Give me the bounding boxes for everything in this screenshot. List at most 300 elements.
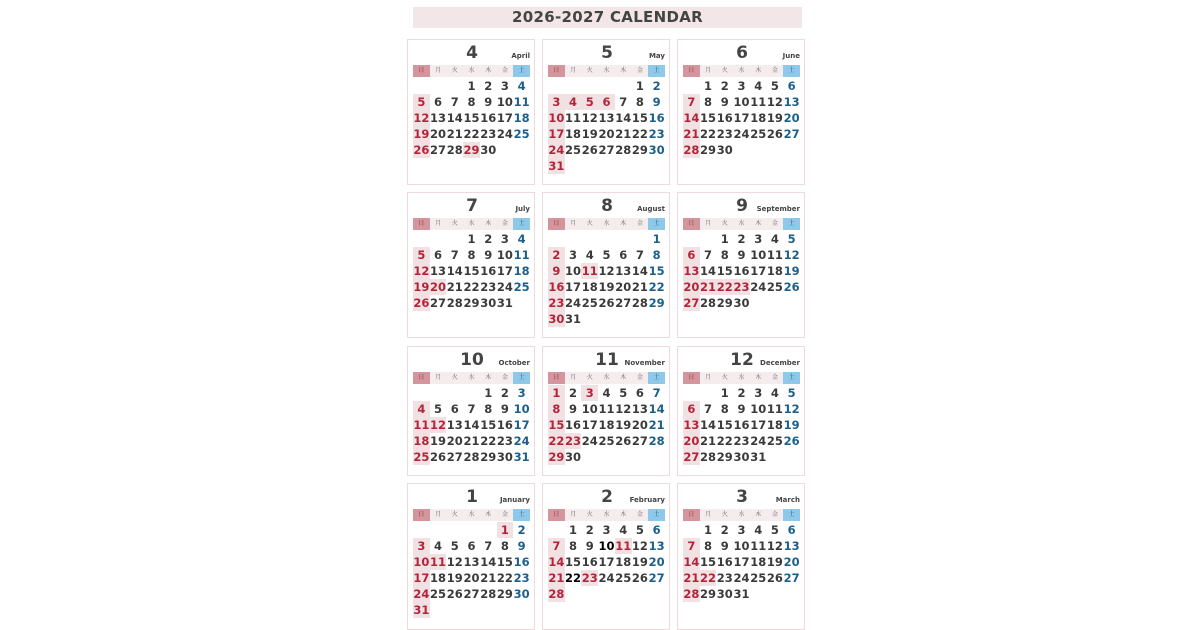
day-cell: 31 <box>750 450 767 464</box>
weekday-label: 水 <box>603 511 610 518</box>
month-name: July <box>515 205 530 213</box>
day-cell: 19 <box>413 280 430 294</box>
day-cell: 5 <box>787 232 796 246</box>
weekday-label: 木 <box>485 374 492 381</box>
month-name: April <box>511 52 530 60</box>
day-cell: 8 <box>635 95 644 109</box>
day-cell: 1 <box>720 232 729 246</box>
weekday-label: 木 <box>485 67 492 74</box>
day-cell: 5 <box>413 247 430 263</box>
weekday-label: 金 <box>636 374 643 381</box>
day-cell: 23 <box>716 127 733 141</box>
weekday-label: 火 <box>586 511 593 518</box>
weekday-label: 日 <box>683 218 700 230</box>
day-cell: 21 <box>631 280 648 294</box>
day-cell: 1 <box>704 523 713 537</box>
day-cell: 5 <box>770 523 779 537</box>
days-grid <box>548 522 665 602</box>
weekday-label: 木 <box>755 374 762 381</box>
day-cell: 17 <box>496 264 513 278</box>
day-cell: 24 <box>565 296 582 310</box>
day-cell: 10 <box>565 264 582 278</box>
day-cell: 7 <box>635 248 644 262</box>
day-cell: 26 <box>581 143 598 157</box>
empty-cell <box>683 385 700 401</box>
weekday-header <box>548 218 665 230</box>
day-cell: 10 <box>581 402 598 416</box>
day-cell: 10 <box>496 248 513 262</box>
days-grid <box>413 78 530 158</box>
day-cell: 6 <box>683 401 700 417</box>
weekday-label: 火 <box>451 220 458 227</box>
day-cell: 25 <box>413 450 430 464</box>
day-cell: 13 <box>430 111 447 125</box>
weekday-label: 水 <box>468 67 475 74</box>
day-cell: 20 <box>446 434 463 448</box>
weekday-header <box>683 218 800 230</box>
day-cell: 21 <box>463 434 480 448</box>
day-cell: 14 <box>463 418 480 432</box>
weekday-label: 日 <box>683 65 700 77</box>
day-cell: 14 <box>446 264 463 278</box>
day-cell: 11 <box>565 111 582 125</box>
empty-cell <box>683 78 700 94</box>
day-cell: 20 <box>430 280 447 294</box>
weekday-label: 土 <box>783 218 800 230</box>
month-march <box>677 483 805 630</box>
empty-cell <box>430 385 447 401</box>
day-cell: 24 <box>733 571 750 585</box>
day-cell: 25 <box>565 143 582 157</box>
day-cell: 24 <box>413 587 430 601</box>
days-grid <box>548 78 665 174</box>
day-cell: 16 <box>496 418 513 432</box>
day-cell: 15 <box>463 264 480 278</box>
day-cell: 8 <box>467 95 476 109</box>
day-cell: 30 <box>733 450 750 464</box>
weekday-label: 月 <box>705 67 712 74</box>
day-cell: 6 <box>683 247 700 263</box>
weekday-label: 日 <box>683 509 700 521</box>
day-cell: 7 <box>450 248 459 262</box>
day-cell: 16 <box>733 264 750 278</box>
weekday-label: 月 <box>705 511 712 518</box>
day-cell: 18 <box>615 555 632 569</box>
day-cell: 4 <box>517 232 526 246</box>
weekday-label: 月 <box>705 374 712 381</box>
day-cell: 5 <box>450 539 459 553</box>
day-cell: 9 <box>652 95 661 109</box>
month-name: June <box>782 52 800 60</box>
day-cell: 22 <box>480 434 497 448</box>
day-cell: 7 <box>704 402 713 416</box>
day-cell: 8 <box>704 95 713 109</box>
day-cell: 12 <box>631 539 648 553</box>
day-cell: 2 <box>720 523 729 537</box>
empty-cell <box>430 231 447 247</box>
day-cell: 22 <box>463 127 480 141</box>
day-cell: 5 <box>413 94 430 110</box>
day-cell: 19 <box>430 434 447 448</box>
day-cell: 11 <box>766 248 783 262</box>
month-number: 8 <box>601 196 613 216</box>
day-cell: 28 <box>700 296 717 310</box>
day-cell: 13 <box>463 555 480 569</box>
empty-cell <box>430 78 447 94</box>
weekday-label: 水 <box>468 511 475 518</box>
weekday-label: 金 <box>501 220 508 227</box>
day-cell: 22 <box>716 280 733 294</box>
day-cell: 13 <box>430 264 447 278</box>
day-cell: 8 <box>467 248 476 262</box>
weekday-label: 水 <box>738 511 745 518</box>
month-name: March <box>775 496 800 504</box>
day-cell: 11 <box>598 402 615 416</box>
day-cell: 11 <box>413 418 430 432</box>
day-cell: 12 <box>783 402 800 416</box>
day-cell: 12 <box>598 264 615 278</box>
day-cell: 27 <box>683 450 700 464</box>
day-cell: 21 <box>615 127 632 141</box>
day-cell: 1 <box>467 232 476 246</box>
weekday-label: 火 <box>586 220 593 227</box>
day-cell: 1 <box>548 385 565 401</box>
day-cell: 2 <box>500 386 509 400</box>
day-cell: 28 <box>683 143 700 157</box>
day-cell: 26 <box>766 571 783 585</box>
day-cell: 13 <box>446 418 463 432</box>
day-cell: 21 <box>683 127 700 141</box>
day-cell: 28 <box>548 587 565 601</box>
day-cell: 6 <box>787 79 796 93</box>
month-name: December <box>760 359 800 367</box>
day-cell: 12 <box>413 111 430 125</box>
day-cell: 15 <box>496 555 513 569</box>
day-cell: 10 <box>750 402 767 416</box>
month-name: September <box>756 205 800 213</box>
day-cell: 21 <box>648 418 665 432</box>
day-cell: 10 <box>750 248 767 262</box>
day-cell: 6 <box>787 523 796 537</box>
day-cell: 19 <box>598 280 615 294</box>
month-number: 9 <box>736 196 748 216</box>
days-grid <box>548 231 665 327</box>
day-cell: 29 <box>548 450 565 464</box>
day-cell: 8 <box>720 402 729 416</box>
weekday-header <box>683 372 800 384</box>
day-cell: 28 <box>683 587 700 601</box>
day-cell: 23 <box>480 280 497 294</box>
day-cell: 3 <box>737 79 746 93</box>
empty-cell <box>446 385 463 401</box>
day-cell: 6 <box>619 248 628 262</box>
weekday-label: 日 <box>548 509 565 521</box>
day-cell: 27 <box>783 571 800 585</box>
day-cell: 31 <box>513 450 530 464</box>
day-cell: 7 <box>548 538 565 554</box>
day-cell: 12 <box>430 418 447 432</box>
weekday-label: 水 <box>603 67 610 74</box>
day-cell: 28 <box>700 450 717 464</box>
weekday-label: 土 <box>513 372 530 384</box>
month-may <box>542 39 670 185</box>
day-cell: 12 <box>581 111 598 125</box>
month-january <box>407 483 535 630</box>
day-cell: 14 <box>631 264 648 278</box>
day-cell: 26 <box>413 296 430 310</box>
weekday-header <box>413 218 530 230</box>
weekday-label: 日 <box>548 218 565 230</box>
day-cell: 25 <box>766 280 783 294</box>
day-cell: 2 <box>737 232 746 246</box>
day-cell: 21 <box>446 280 463 294</box>
day-cell: 8 <box>500 539 509 553</box>
day-cell: 22 <box>496 571 513 585</box>
month-july <box>407 192 535 338</box>
weekday-label: 木 <box>620 374 627 381</box>
day-cell: 23 <box>733 434 750 448</box>
weekday-label: 火 <box>721 374 728 381</box>
day-cell: 11 <box>750 539 767 553</box>
day-cell: 13 <box>683 264 700 278</box>
day-cell: 9 <box>737 402 746 416</box>
weekday-label: 月 <box>570 511 577 518</box>
day-cell: 14 <box>700 418 717 432</box>
weekday-header <box>413 372 530 384</box>
day-cell: 8 <box>484 402 493 416</box>
day-cell: 29 <box>480 450 497 464</box>
empty-cell <box>700 385 717 401</box>
day-cell: 2 <box>484 79 493 93</box>
day-cell: 17 <box>733 111 750 125</box>
day-cell: 29 <box>463 143 480 157</box>
day-cell: 16 <box>480 264 497 278</box>
day-cell: 29 <box>716 450 733 464</box>
day-cell: 15 <box>463 111 480 125</box>
day-cell: 9 <box>720 539 729 553</box>
day-cell: 6 <box>434 95 443 109</box>
day-cell: 20 <box>463 571 480 585</box>
day-cell: 11 <box>615 539 632 553</box>
empty-cell <box>413 78 430 94</box>
day-cell: 25 <box>513 280 530 294</box>
day-cell: 1 <box>497 522 514 538</box>
day-cell: 6 <box>652 523 661 537</box>
day-cell: 24 <box>581 434 598 448</box>
month-february <box>542 483 670 630</box>
weekday-label: 木 <box>485 220 492 227</box>
days-grid <box>683 522 800 602</box>
day-cell: 2 <box>585 523 594 537</box>
day-cell: 10 <box>513 402 530 416</box>
weekday-label: 金 <box>636 511 643 518</box>
day-cell: 26 <box>446 587 463 601</box>
day-cell: 31 <box>565 312 582 326</box>
day-cell: 3 <box>754 386 763 400</box>
day-cell: 2 <box>720 79 729 93</box>
days-grid <box>683 231 800 311</box>
day-cell: 24 <box>750 434 767 448</box>
weekday-label: 金 <box>501 374 508 381</box>
empty-cell <box>413 231 430 247</box>
empty-cell <box>480 522 497 538</box>
day-cell: 20 <box>648 555 665 569</box>
day-cell: 3 <box>500 232 509 246</box>
day-cell: 1 <box>635 79 644 93</box>
days-grid <box>413 522 530 618</box>
day-cell: 19 <box>581 127 598 141</box>
weekday-label: 木 <box>620 511 627 518</box>
weekday-label: 日 <box>683 372 700 384</box>
day-cell: 17 <box>581 418 598 432</box>
weekday-label: 木 <box>620 67 627 74</box>
day-cell: 9 <box>737 248 746 262</box>
empty-cell <box>598 78 615 94</box>
day-cell: 11 <box>513 248 530 262</box>
day-cell: 29 <box>648 296 665 310</box>
day-cell: 4 <box>585 248 594 262</box>
day-cell: 26 <box>766 127 783 141</box>
day-cell: 11 <box>513 95 530 109</box>
day-cell: 17 <box>750 264 767 278</box>
day-cell: 28 <box>446 296 463 310</box>
day-cell: 25 <box>598 434 615 448</box>
day-cell: 4 <box>565 94 582 110</box>
day-cell: 5 <box>619 386 628 400</box>
weekday-header <box>413 65 530 77</box>
day-cell: 23 <box>716 571 733 585</box>
day-cell: 30 <box>716 143 733 157</box>
day-cell: 17 <box>413 571 430 585</box>
day-cell: 29 <box>496 587 513 601</box>
weekday-header <box>548 509 665 521</box>
weekday-label: 土 <box>648 372 665 384</box>
day-cell: 28 <box>615 143 632 157</box>
day-cell: 10 <box>733 95 750 109</box>
day-cell: 26 <box>615 434 632 448</box>
weekday-label: 木 <box>620 220 627 227</box>
month-september <box>677 192 805 338</box>
calendar-title: 2026-2027 CALENDAR <box>413 7 802 28</box>
day-cell: 2 <box>484 232 493 246</box>
day-cell: 6 <box>598 94 615 110</box>
empty-cell <box>581 78 598 94</box>
day-cell: 4 <box>602 386 611 400</box>
weekday-label: 月 <box>570 374 577 381</box>
day-cell: 15 <box>548 418 565 432</box>
weekday-label: 月 <box>570 220 577 227</box>
day-cell: 25 <box>766 434 783 448</box>
day-cell: 24 <box>496 127 513 141</box>
day-cell: 6 <box>434 248 443 262</box>
empty-cell <box>683 231 700 247</box>
day-cell: 25 <box>750 571 767 585</box>
month-number: 6 <box>736 43 748 63</box>
day-cell: 19 <box>446 571 463 585</box>
day-cell: 1 <box>652 232 661 246</box>
day-cell: 2 <box>517 523 526 537</box>
day-cell: 15 <box>716 264 733 278</box>
day-cell: 3 <box>517 386 526 400</box>
weekday-label: 土 <box>513 65 530 77</box>
weekday-label: 火 <box>451 511 458 518</box>
day-cell: 30 <box>496 450 513 464</box>
weekday-label: 金 <box>501 67 508 74</box>
weekday-label: 土 <box>648 65 665 77</box>
day-cell: 4 <box>770 232 779 246</box>
day-cell: 22 <box>463 280 480 294</box>
day-cell: 23 <box>548 296 565 310</box>
day-cell: 17 <box>548 127 565 141</box>
day-cell: 17 <box>733 555 750 569</box>
day-cell: 12 <box>766 95 783 109</box>
day-cell: 7 <box>683 94 700 110</box>
day-cell: 18 <box>766 264 783 278</box>
empty-cell <box>581 231 598 247</box>
day-cell: 16 <box>716 111 733 125</box>
day-cell: 5 <box>602 248 611 262</box>
day-cell: 22 <box>648 280 665 294</box>
day-cell: 24 <box>548 143 565 157</box>
weekday-label: 月 <box>705 220 712 227</box>
empty-cell <box>446 78 463 94</box>
month-december <box>677 346 805 476</box>
weekday-label: 火 <box>721 67 728 74</box>
day-cell: 1 <box>484 386 493 400</box>
weekday-label: 金 <box>771 511 778 518</box>
day-cell: 15 <box>631 111 648 125</box>
day-cell: 19 <box>413 127 430 141</box>
weekday-label: 金 <box>771 67 778 74</box>
day-cell: 26 <box>631 571 648 585</box>
day-cell: 4 <box>413 401 430 417</box>
month-november <box>542 346 670 476</box>
day-cell: 12 <box>615 402 632 416</box>
weekday-label: 木 <box>485 511 492 518</box>
day-cell: 4 <box>770 386 779 400</box>
day-cell: 30 <box>565 450 582 464</box>
empty-cell <box>683 522 700 538</box>
day-cell: 17 <box>496 111 513 125</box>
day-cell: 21 <box>548 571 565 585</box>
weekday-header <box>548 65 665 77</box>
day-cell: 16 <box>548 280 565 294</box>
day-cell: 19 <box>766 111 783 125</box>
day-cell: 31 <box>548 159 565 173</box>
day-cell: 16 <box>480 111 497 125</box>
day-cell: 1 <box>569 523 578 537</box>
empty-cell <box>548 231 565 247</box>
weekday-label: 火 <box>586 374 593 381</box>
day-cell: 9 <box>585 539 594 553</box>
day-cell: 3 <box>602 523 611 537</box>
empty-cell <box>565 78 582 94</box>
day-cell: 10 <box>496 95 513 109</box>
month-number: 2 <box>601 487 613 507</box>
weekday-label: 土 <box>513 218 530 230</box>
weekday-label: 土 <box>783 509 800 521</box>
day-cell: 3 <box>737 523 746 537</box>
weekday-label: 水 <box>603 220 610 227</box>
day-cell: 29 <box>700 143 717 157</box>
empty-cell <box>463 385 480 401</box>
day-cell: 21 <box>700 434 717 448</box>
day-cell: 14 <box>648 402 665 416</box>
day-cell: 27 <box>683 296 700 310</box>
empty-cell <box>598 231 615 247</box>
month-number: 3 <box>736 487 748 507</box>
weekday-label: 月 <box>435 220 442 227</box>
